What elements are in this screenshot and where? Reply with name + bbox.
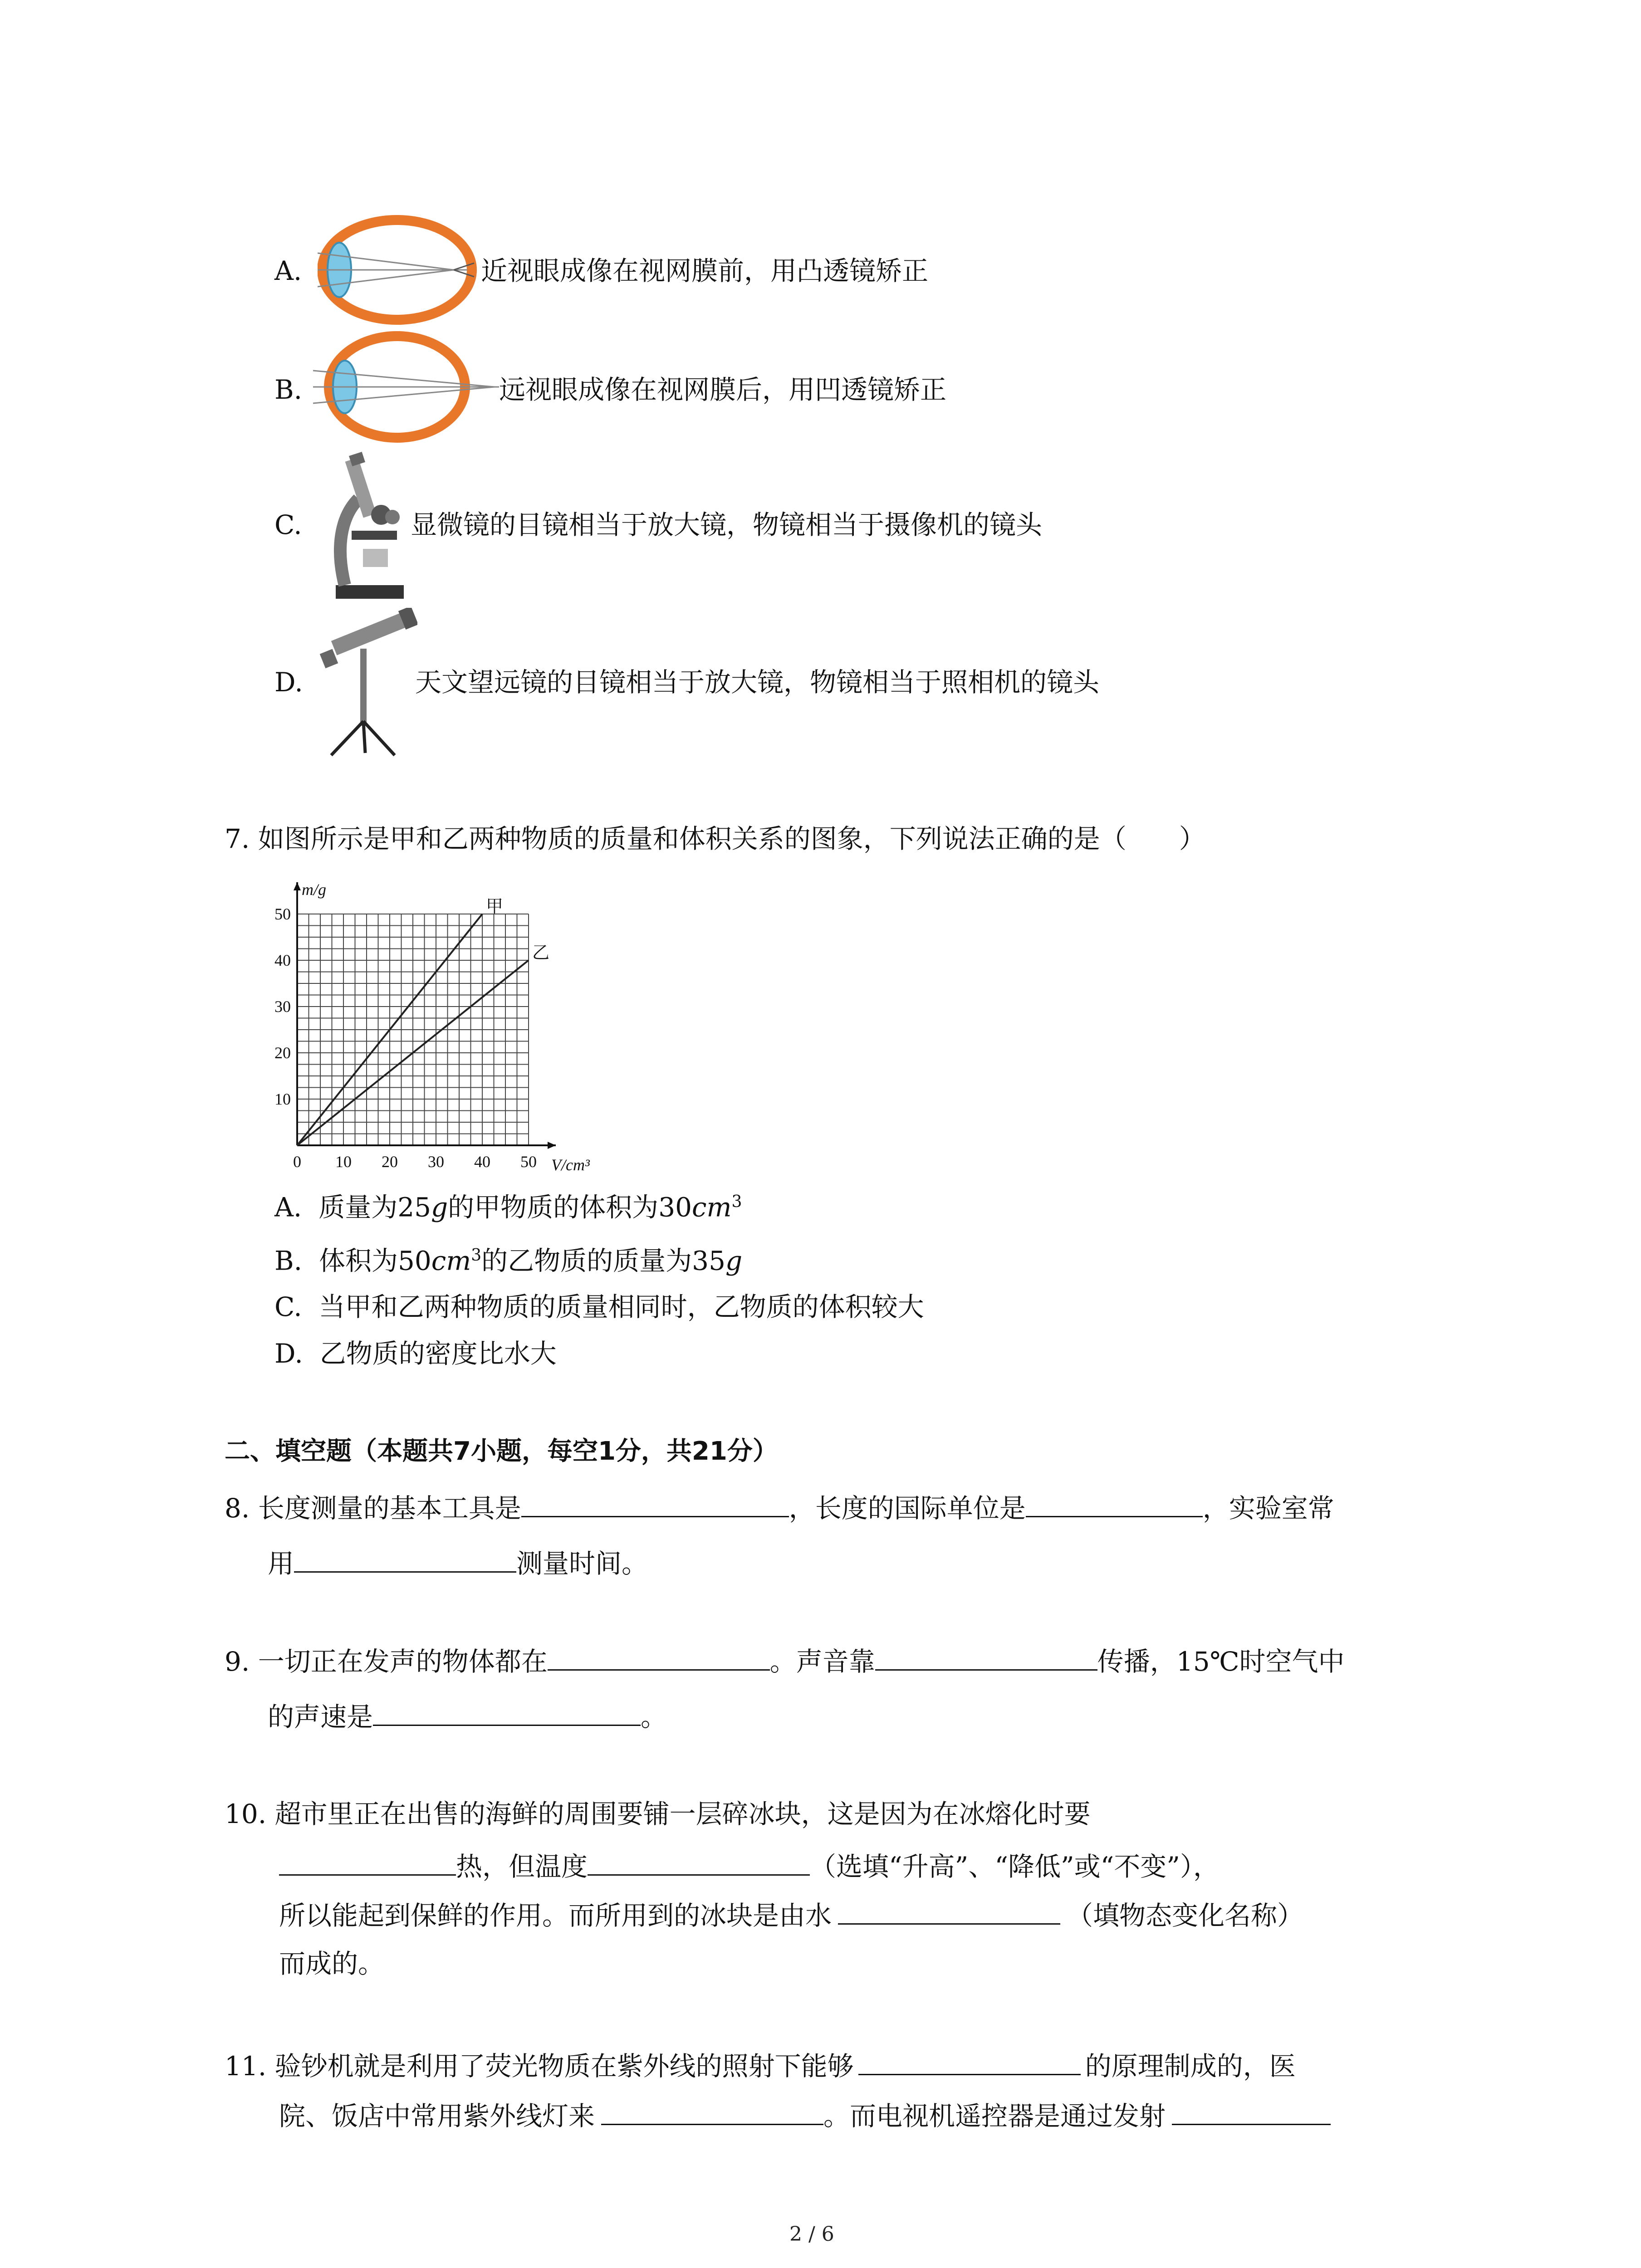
option-a-text: 近视眼成像在视网膜前，用凸透镜矫正 — [481, 255, 929, 286]
q9-line-2: 的声速是 。 — [268, 1701, 667, 1732]
myopia-eye-figure — [318, 213, 481, 327]
x-tick-label: 0 — [293, 1153, 301, 1171]
option-a-letter: A. — [274, 255, 302, 286]
q11-blank-3[interactable] — [1172, 2100, 1331, 2125]
option-b-letter: B. — [274, 374, 303, 405]
y-tick-label: 40 — [274, 951, 291, 969]
x-tick-label: 30 — [428, 1153, 444, 1171]
q10-blank-1[interactable] — [279, 1851, 456, 1876]
series-label-2: 乙 — [532, 943, 550, 963]
y-tick-label: 50 — [274, 905, 291, 923]
y-axis-arrow — [294, 882, 301, 890]
telescope-figure — [313, 608, 417, 758]
q7-stem: 7. 如图所示是甲和乙两种物质的质量和体积关系的图象，下列说法正确的是（ ） — [225, 823, 1205, 854]
y-axis-label: m/g — [302, 880, 326, 899]
q8-line-1: 8. 长度测量的基本工具是 ，长度的国际单位是 ，实验室常 — [225, 1493, 1334, 1524]
q8-blank-3[interactable] — [294, 1548, 516, 1573]
q8-blank-2[interactable] — [1026, 1492, 1203, 1517]
x-tick-label: 50 — [520, 1153, 537, 1171]
q11-line-1: 11. 验钞机就是利用了荧光物质在紫外线的照射下能够 的原理制成的，医 — [225, 2051, 1296, 2082]
q7-option-d: D. 乙物质的密度比水大 — [274, 1338, 557, 1369]
x-axis-arrow — [548, 1142, 556, 1149]
y-tick-label: 10 — [274, 1090, 291, 1108]
y-tick-label: 20 — [274, 1044, 291, 1062]
q11-blank-1[interactable] — [858, 2050, 1081, 2075]
x-tick-label: 40 — [474, 1153, 490, 1171]
q11-line-2: 院、饭店中常用紫外线灯来 。而电视机遥控器是通过发射 — [279, 2100, 1331, 2129]
microscope-figure — [327, 449, 408, 603]
y-tick-label: 30 — [274, 997, 291, 1016]
q8-blank-1[interactable] — [521, 1492, 789, 1517]
q9-blank-3[interactable] — [373, 1701, 641, 1726]
q7-option-b: B. 体积为$50cm^3$的乙物质的质量为35g — [274, 1245, 743, 1276]
series-label-1: 甲 — [486, 896, 504, 916]
page-number: 2 / 6 — [789, 2223, 834, 2246]
q10-line-4: 而成的。 — [279, 1948, 385, 1979]
option-b-text: 远视眼成像在视网膜后，用凹透镜矫正 — [499, 374, 947, 405]
q7-mass-volume-chart — [254, 866, 617, 1184]
section-heading: 二、填空题（本题共7小题，每空1分，共21分） — [225, 1437, 778, 1466]
q10-blank-3[interactable] — [838, 1900, 1060, 1925]
q10-line-1: 10. 超市里正在出售的海鲜的周围要铺一层碎冰块，这是因为在冰熔化时要 — [225, 1799, 1091, 1829]
q7-option-a: A. 质量为25g的甲物质的体积为$30cm^3$ — [274, 1192, 742, 1223]
q9-line-1: 9. 一切正在发声的物体都在 。声音靠 传播，15℃时空气中 — [225, 1646, 1345, 1677]
option-d-letter: D. — [274, 667, 303, 698]
q10-blank-2[interactable] — [588, 1851, 810, 1876]
option-c-text: 显微镜的目镜相当于放大镜，物镜相当于摄像机的镜头 — [411, 509, 1043, 540]
x-tick-label: 20 — [382, 1153, 398, 1171]
option-d-text: 天文望远镜的目镜相当于放大镜，物镜相当于照相机的镜头 — [415, 667, 1100, 698]
hyperopia-eye-figure — [313, 329, 504, 445]
q11-blank-2[interactable] — [601, 2100, 823, 2125]
q10-line-3: 所以能起到保鲜的作用。而所用到的冰块是由水 （填物态变化名称） — [279, 1900, 1304, 1931]
q7-option-c: C. 当甲和乙两种物质的质量相同时，乙物质的体积较大 — [274, 1291, 924, 1322]
x-axis-label: V/cm³ — [551, 1156, 590, 1174]
q9-blank-1[interactable] — [548, 1646, 770, 1671]
q9-blank-2[interactable] — [875, 1646, 1097, 1671]
q10-line-2: 热，但温度 （选填“升高”、“降低”或“不变”）， — [279, 1851, 1220, 1880]
option-c-letter: C. — [274, 509, 302, 540]
x-tick-label: 10 — [335, 1153, 352, 1171]
q8-line-2: 用 测量时间。 — [268, 1548, 648, 1579]
